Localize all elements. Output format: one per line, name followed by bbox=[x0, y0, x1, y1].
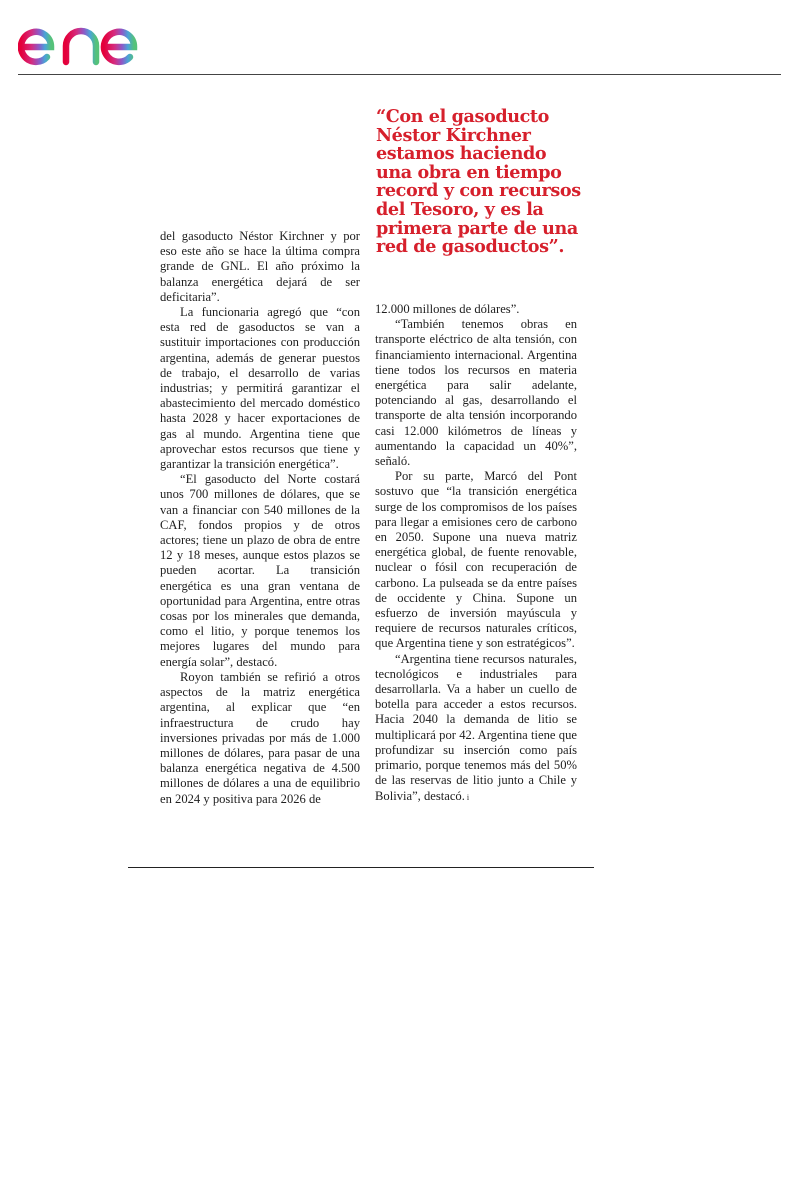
article-paragraph-text: “Argentina tiene recursos naturales, tecnológicos e industriales para desarrollarla. Va a haber un cuello de botella para acceder a estos recursos. Hacia 2040 la demanda de litio se multiplicará por 42. Argentina tiene que profundizar su inserción como país primario, porque tenemos más del 50% de las reservas de litio junto a Chile y Bolivia”, destacó. bbox=[375, 651, 577, 803]
article-paragraph: Por su parte, Marcó del Pont sostuvo que “la transición energética surge de los compromisos de los países para llegar a emisiones cero de carbono en 2050. Supone una nueva matriz energética global, de fuente renovable, nuclear o fósil con recuperación de carbono. La pulseada se da entre países de occidente y China. Supone un esfuerzo de inversión mayúscula y requiere de recursos naturales críticos, que Argentina tiene y son estratégicos”. bbox=[375, 469, 577, 651]
article-column-right bbox=[375, 302, 577, 805]
article-paragraph: “El gasoducto del Norte costará unos 700 millones de dólares, que se van a financiar con 540 millones de la CAF, fondos propios y de otros actores; tiene un plazo de obra de entre 12 y 18 meses, aunque estos plazos se pueden acortar. La transición energética es una gran ventana de oportunidad para Argentina, entre otras cosas por los minerales que demanda, como el litio, y porque tenemos los mejores lugares del mundo para energía solar”, destacó. bbox=[160, 472, 360, 669]
footer-rule bbox=[128, 867, 594, 868]
article-column-left bbox=[160, 229, 360, 807]
article-paragraph: La funcionaria agregó que “con esta red de gasoductos se van a sustituir importaciones con producción argentina, además de generar puestos de trabajo, el desarrollo de varias industrias; y permitirá garantizar el abastecimiento del mercado doméstico hasta 2028 y hacer exportaciones de gas al mundo. Argentina tiene que aprovechar estos recursos que tiene y garantizar la transición energética”. bbox=[160, 305, 360, 472]
header-rule bbox=[18, 74, 781, 75]
article-paragraph: “También tenemos obras en transporte eléctrico de alta tensión, con financiamiento internacional. Argentina tiene todos los recursos en materia energética para salir adelante, potenciando al gas, desarrollando el transporte de alta tensión incorporando casi 12.000 kilómetros de líneas y aumentando la capacidad un 40%”, señaló. bbox=[375, 317, 577, 469]
pull-quote: “Con el gasoducto Néstor Kirchner estamos haciendo una obra en tiempo record y con recursos del Tesoro, y es la primera parte de una red de gasoductos”. bbox=[376, 106, 581, 258]
end-mark: i bbox=[466, 792, 470, 802]
enel-logo bbox=[18, 4, 188, 70]
article-paragraph bbox=[375, 652, 577, 805]
article-paragraph: Royon también se refirió a otros aspectos de la matriz energética argentina, al explicar que “en infraestructura de crudo hay inversiones privadas por más de 1.000 millones de dólares, para pasar de una balanza energética negativa de 4.500 millones de dólares a una de equilibrio en 2024 y positiva para 2026 de bbox=[160, 669, 360, 806]
article-paragraph: 12.000 millones de dólares”. bbox=[375, 302, 520, 316]
article-paragraph: del gasoducto Néstor Kirchner y por eso este año se hace la última compra grande de GNL. El año próximo la balanza energética dejará de ser deficitaria”. bbox=[160, 229, 360, 304]
